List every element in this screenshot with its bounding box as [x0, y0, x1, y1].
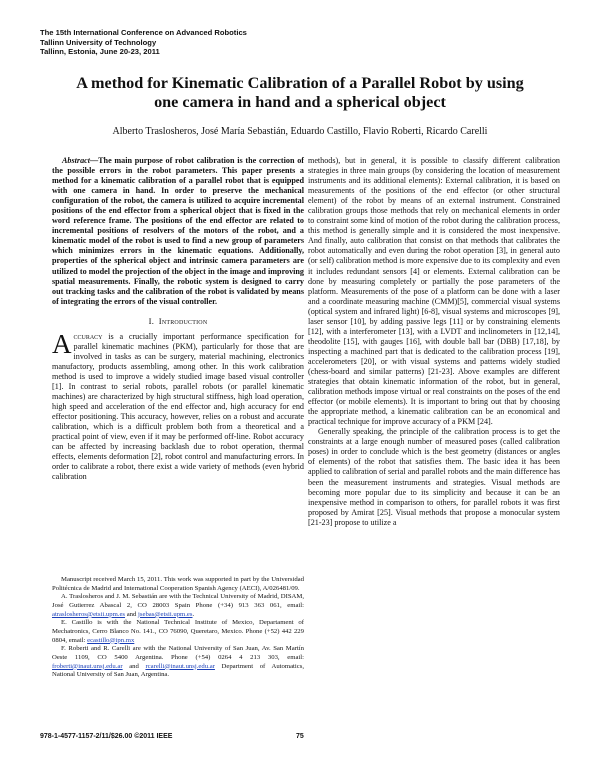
abstract-lead: Abstract: [62, 156, 90, 165]
footnote-author-castillo-text: E. Castillo is with the National Technical Institute of Mexico, Departament of Mechatronics, Cerro Blanco No. 141., CO 76090, Queretaro, Mexico. Phone (+52) 442 229 0804, email:: [52, 619, 304, 644]
footnote-manuscript: Manuscript received March 15, 2011. This work was supported in part by the Universidad Politécnica de Madrid and International Cooperation Spanish Agency (AECI), A/026481/09.: [52, 576, 304, 592]
left-column: [52, 156, 304, 482]
email-link-roberti[interactable]: froberti@inaut.unsj.edu.ar: [52, 662, 123, 670]
intro-paragraph-1-continued: methods), but in general, it is possible to classify different calibration strategies in three main groups (by considering the location of measurement instruments and its additional elements): External calibration, it is based on measurements of the positions of the end effector (or other structural element) of the robot by means of an external instrument. Constrained calibration groups those methods that rely on mechanical elements in order to constraint some kind of motion of the robot during the calibration process, this method is generally simple and it is considered the most inexpensive. And finally, auto calibration that consist on that methods that calibrates the robot automatically and even during the robot operation [3], in general auto (or self) calibration method is more expensive due to its complexity and even it includes redundant sensors [4] or elements. External calibration can be done by measuring completely or partially the pose parameters of the platform. Measurements of the pose of a platform can be done with a laser and a coordinate measuring machine (CMM)[5], commercial visual systems (optical system and infrared light) [6-8], visual systems and microscopes [9], laser sensor [10], by adding passive legs [11] or by constraining elements [12], with a interferometer [13], with a LVDT and inclinometers in [12,14], theodolite [15], with gauges [16], with double ball bar (DBB) [17,18], by inspecting a machined part that is dedicated to the calibration process [19], accelerometers [20], or with visual systems and patterns widely studied (chess-board and similar patterns) [21-23]. Above examples are different strategies that obtain kinematic information of the robot, but in general, calibration methods impose virtual or real constraints on the poses of the end effector (or mobile elements). It is important to bring out that by choosing the appropriate method, a kinematic calibration can be an economical and practical technique for improve accuracy of a PKM [24].: [308, 156, 560, 427]
footnotes: [52, 576, 304, 680]
intro-paragraph-2: Generally speaking, the principle of the calibration process is to get the constraints at a large enough number of measured poses (called calibration poses) in order to conclude which is the best geometry (distances or angles of elements) of the robot that satisfies them. The basic idea it has been applied to calibration of serial and parallel robots and the main difference has been the measurement instruments and strategies. Visual methods are becoming more popular due to its simplicity and because it can be an inexpensive method in comparison to others, for parallel robots it was first proposed by Amirat [25]. Visual methods that propose a monocular system [21-23] propose to utilize a: [308, 427, 560, 527]
intro-first-word: ccuracy: [73, 331, 103, 341]
page-number: 75: [296, 733, 304, 740]
paper-title-line-2: one camera in hand and a spherical object: [154, 93, 446, 111]
paper-title-line-1: A method for Kinematic Calibration of a Parallel Robot by using: [76, 74, 524, 92]
conference-location-date: Tallinn, Estonia, June 20-23, 2011: [40, 47, 160, 57]
footnote-authors-sanjuan-text: F. Roberti and R. Carelli are with the National University of San Juan, Av. San Martín Oeste 1109, CO 5400 Argentina. Phone (+54) 0264 4 213 303, email:: [52, 645, 304, 661]
footnote-and: and: [126, 610, 137, 618]
footnote-authors-madrid-text: A. Traslosheros and J. M. Sebastián are with the Technical University of Madrid, DISAM, José Gutierrez Abascal 2, CO 28003 Spain Phone (+34) 913 363 061, email:: [52, 593, 304, 609]
footnote-authors-madrid: A. Traslosheros and J. M. Sebastián are with the Technical University of Madrid, DISAM, José Gutierrez Abascal 2, CO 28003 Spain Phone (+34) 913 363 061, email: atraslosheros@etsii.upm.es and jsebas@etsii.upm.es.: [52, 593, 304, 618]
conference-header: [40, 28, 247, 57]
section-heading: [52, 316, 304, 326]
author-list: Alberto Traslosheros, José María Sebastián, Eduardo Castillo, Flavio Roberti, Ricardo Carelli: [112, 126, 488, 137]
email-link-carelli[interactable]: rcarelli@inaut.unsj.edu.ar: [145, 662, 215, 670]
footnote-department: Department of Automatics, National University of San Juan, Argentina.: [52, 662, 304, 679]
abstract: [52, 156, 304, 307]
footnote-and-2: and: [129, 662, 139, 670]
section-title: Introduction: [158, 315, 208, 326]
email-link-castillo[interactable]: ecastillo@ipn.mx: [87, 636, 135, 644]
conference-name: The 15th International Conference on Advanced Robotics: [40, 28, 247, 37]
footnote-author-castillo: [52, 619, 304, 645]
right-column: [308, 156, 560, 528]
email-link-sebastian[interactable]: jsebas@etsii.upm.es: [138, 610, 193, 618]
intro-paragraph-1-text: is a crucially important performance specification for parallel kinematic machines (PKM), particularly for those that are involved in tasks as can be surgery, material machining, electronics manufactory, products assembling, among other. In this work calibration method is used to improve a widely studied image based visual controller [1]. In contrast to serial robots, parallel robots (or parallel kinematic machines) are characterized by high structural stiffness, high load operation, high speed and acceleration of the end effector and, high accuracy for end effector positioning. This accuracy, however, relies on a robust and accurate calibration, which is a difficult problem both from a theoretical and a practical point of view, even if it may be performed off-line. Robot accuracy can be affected by increasing backlash due to robot operation, thermal effects, elements deformation [2], robot control and manufacturing errors. In order to calibrate a robot, there exist a wide variety of methods (even hybrid calibration: [52, 331, 304, 482]
paper-title: [40, 74, 560, 112]
drop-cap: A: [52, 328, 72, 359]
email-link-traslosheros[interactable]: atraslosheros@etsii.upm.es: [52, 610, 126, 618]
footnote-authors-sanjuan: [52, 645, 304, 680]
intro-paragraph-1: [52, 328, 304, 483]
footer-isbn: 978-1-4577-1157-2/11/$26.00 ©2011 IEEE: [40, 733, 173, 740]
abstract-text: —The main purpose of robot calibration is the correction of the possible errors in the robot parameters. This paper presents a method for a kinematic calibration of a parallel robot that is equipped with one camera in hand. In order to preserve the mechanical configuration of the robot, the camera is utilized to acquire incremental positions of the end effector from a spherical object that is fixed in the word reference frame. The positions of the end effector are related to incremental positions of resolvers of the motors of the robot, and a kinematic model of the robot is used to find a new group of parameters which minimizes errors in the kinematic equations. Additionally, properties of the spherical object and intrinsic camera parameters are utilized to model the projection of the object in the image and improving spatial measurements. Finally, the robotic system is designed to carry out tracking tasks and the calibration of the robot is validated by means of integrating the errors of the visual controller.: [52, 156, 304, 306]
section-number: I.: [148, 315, 155, 326]
conference-host: Tallinn University of Technology: [40, 37, 157, 47]
